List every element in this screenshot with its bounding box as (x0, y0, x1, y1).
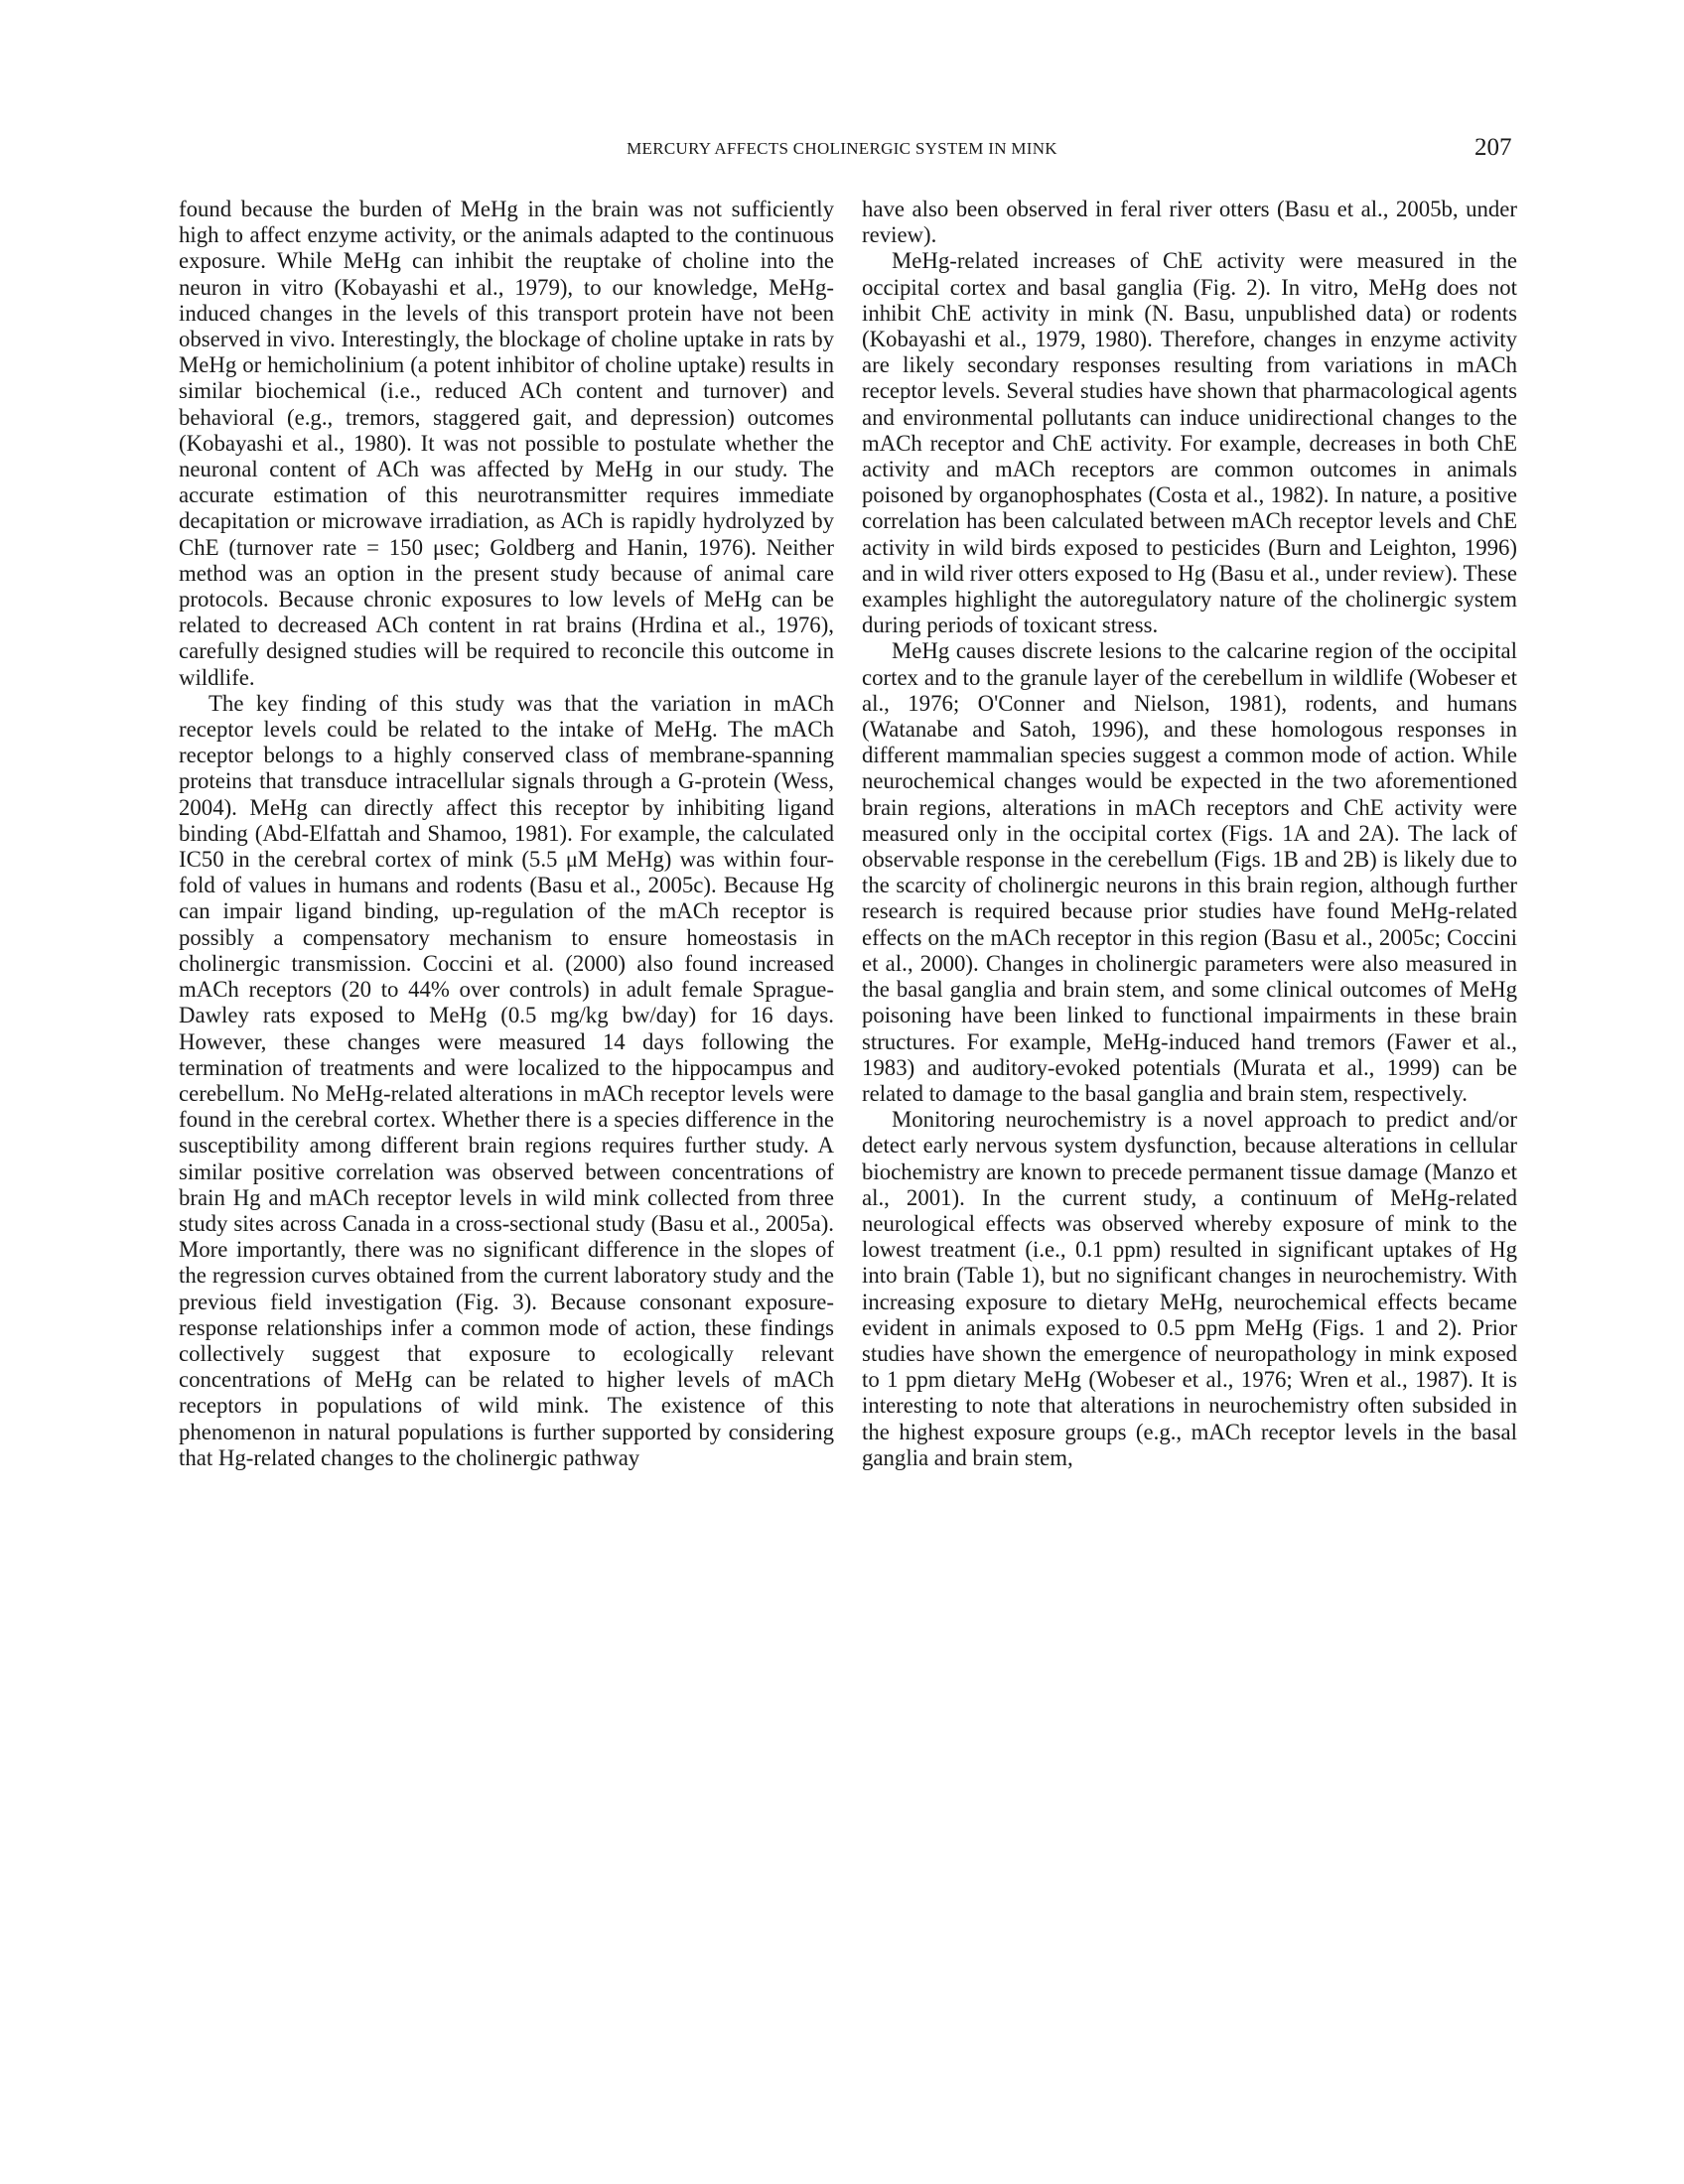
running-head: MERCURY AFFECTS CHOLINERGIC SYSTEM IN MINK (627, 139, 1057, 158)
body-paragraph: Monitoring neurochemistry is a novel approach to predict and/or detect early nervous system dysfunction, because alterations in cellular biochemistry are known to precede permanent tissue damage (Manzo et al., 2001). In the current study, a continuum of MeHg-related neurological effects was observed whereby exposure of mink to the lowest treatment (i.e., 0.1 ppm) resulted in significant uptakes of Hg into brain (Table 1), but no significant changes in neurochemistry. With increasing exposure to dietary MeHg, neurochemical effects became evident in animals exposed to 0.5 ppm MeHg (Figs. 1 and 2). Prior studies have shown the emergence of neuropathology in mink exposed to 1 ppm dietary MeHg (Wobeser et al., 1976; Wren et al., 1987). It is interesting to note that alterations in neurochemistry often subsided in the highest exposure groups (e.g., mACh receptor levels in the basal ganglia and brain stem, (862, 1107, 1517, 1470)
page-number: 207 (1474, 134, 1512, 161)
body-paragraph: MeHg-related increases of ChE activity were measured in the occipital cortex and basal ganglia (Fig. 2). In vitro, MeHg does not inhibit ChE activity in mink (N. Basu, unpublished data) or rodents (Kobayashi et al., 1979, 1980). Therefore, changes in enzyme activity are likely secondary responses resulting from variations in mACh receptor levels. Several studies have shown that pharmacological agents and environmental pollutants can induce unidirectional changes to the mACh receptor and ChE activity. For example, decreases in both ChE activity and mACh receptors are common outcomes in animals poisoned by organophosphates (Costa et al., 1982). In nature, a positive correlation has been calculated between mACh receptor levels and ChE activity in wild birds exposed to pesticides (Burn and Leighton, 1996) and in wild river otters exposed to Hg (Basu et al., under review). These examples highlight the autoregulatory nature of the cholinergic system during periods of toxicant stress. (862, 248, 1517, 638)
right-column (862, 197, 1517, 1471)
left-column (179, 197, 834, 1471)
body-paragraph: have also been observed in feral river otters (Basu et al., 2005b, under review). (862, 197, 1517, 248)
body-paragraph: found because the burden of MeHg in the brain was not sufficiently high to affect enzyme activity, or the animals adapted to the continuous exposure. While MeHg can inhibit the reuptake of choline into the neuron in vitro (Kobayashi et al., 1979), to our knowledge, MeHg-induced changes in the levels of this transport protein have not been observed in vivo. Interestingly, the blockage of choline uptake in rats by MeHg or hemicholinium (a potent inhibitor of choline uptake) results in similar biochemical (i.e., reduced ACh content and turnover) and behavioral (e.g., tremors, staggered gait, and depression) outcomes (Kobayashi et al., 1980). It was not possible to postulate whether the neuronal content of ACh was affected by MeHg in our study. The accurate estimation of this neurotransmitter requires immediate decapitation or microwave irradiation, as ACh is rapidly hydrolyzed by ChE (turnover rate = 150 μsec; Goldberg and Hanin, 1976). Neither method was an option in the present study because of animal care protocols. Because chronic exposures to low levels of MeHg can be related to decreased ACh content in rat brains (Hrdina et al., 1976), carefully designed studies will be required to reconcile this outcome in wildlife. (179, 197, 834, 690)
body-paragraph: The key finding of this study was that the variation in mACh receptor levels could be related to the intake of MeHg. The mACh receptor belongs to a highly conserved class of membrane-spanning proteins that transduce intracellular signals through a G-protein (Wess, 2004). MeHg can directly affect this receptor by inhibiting ligand binding (Abd-Elfattah and Shamoo, 1981). For example, the calculated IC50 in the cerebral cortex of mink (5.5 μM MeHg) was within four-fold of values in humans and rodents (Basu et al., 2005c). Because Hg can impair ligand binding, up-regulation of the mACh receptor is possibly a compensatory mechanism to ensure homeostasis in cholinergic transmission. Coccini et al. (2000) also found increased mACh receptors (20 to 44% over controls) in adult female Sprague-Dawley rats exposed to MeHg (0.5 mg/kg bw/day) for 16 days. However, these changes were measured 14 days following the termination of treatments and were localized to the hippocampus and cerebellum. No MeHg-related alterations in mACh receptor levels were found in the cerebral cortex. Whether there is a species difference in the susceptibility among different brain regions requires further study. A similar positive correlation was observed between concentrations of brain Hg and mACh receptor levels in wild mink collected from three study sites across Canada in a cross-sectional study (Basu et al., 2005a). More importantly, there was no significant difference in the slopes of the regression curves obtained from the current laboratory study and the previous field investigation (Fig. 3). Because consonant exposure-response relationships infer a common mode of action, these findings collectively suggest that exposure to ecologically relevant concentrations of MeHg can be related to higher levels of mACh receptors in populations of wild mink. The existence of this phenomenon in natural populations is further supported by considering that Hg-related changes to the cholinergic pathway (179, 690, 834, 1470)
body-paragraph: MeHg causes discrete lesions to the calcarine region of the occipital cortex and to the granule layer of the cerebellum in wildlife (Wobeser et al., 1976; O'Conner and Nielson, 1981), rodents, and humans (Watanabe and Satoh, 1996), and these homologous responses in different mammalian species suggest a common mode of action. While neurochemical changes would be expected in the two aforementioned brain regions, alterations in mACh receptors and ChE activity were measured only in the occipital cortex (Figs. 1A and 2A). The lack of observable response in the cerebellum (Figs. 1B and 2B) is likely due to the scarcity of cholinergic neurons in this brain region, although further research is required because prior studies have found MeHg-related effects on the mACh receptor in this region (Basu et al., 2005c; Coccini et al., 2000). Changes in cholinergic parameters were also measured in the basal ganglia and brain stem, and some clinical outcomes of MeHg poisoning have been linked to functional impairments in these brain structures. For example, MeHg-induced hand tremors (Fawer et al., 1983) and auditory-evoked potentials (Murata et al., 1999) can be related to damage to the basal ganglia and brain stem, respectively. (862, 638, 1517, 1106)
